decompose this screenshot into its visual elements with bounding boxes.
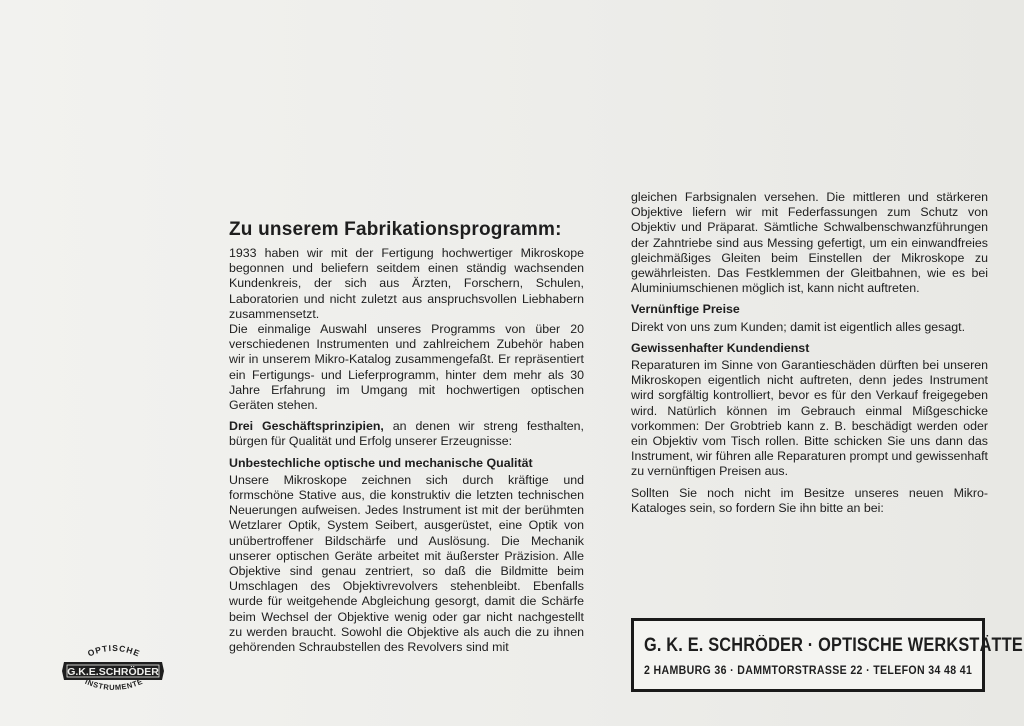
company-address-line: 2 HAMBURG 36 · DAMMTORSTRASSE 22 · TELEFON 34 48 41 — [644, 663, 973, 677]
intro-paragraph: 1933 haben wir mit der Fertigung hochwertiger Mikroskope begonnen und beliefern seitdem einen ständig wachsenden Kundenkreis, der sich aus Ärzten, Forschern, Schulen, Laboratorien und nicht zuletzt aus anspruchsvollen Liebhabern zusammensetzt. — [229, 246, 584, 321]
schroeder-logo — [58, 638, 168, 700]
logo-top-text: OPTISCHE — [86, 642, 142, 659]
principles-paragraph — [229, 419, 584, 449]
company-address-box — [631, 618, 1023, 692]
quality-heading: Unbestechliche optische und mechanische Qualität — [229, 455, 533, 470]
selection-paragraph: Die einmalige Auswahl unseres Programms von über 20 verschiedenen Instrumenten und zahlreichem Zubehör haben wir in unserem Mikro-Katalog zusammengefaßt. Er repräsentiert ein Fertigungs- und Lieferprogramm, hinter dem mehr als 30 Jahre Erfahrung im Umgang mit hochwertigen optischen Geräten stehen. — [229, 322, 584, 413]
prices-paragraph: Direkt von uns zum Kunden; damit ist eigentlich alles gesagt. — [631, 319, 966, 334]
service-heading: Gewissenhafter Kundendienst — [631, 340, 810, 355]
continuation-paragraph: gleichen Farbsignalen versehen. Die mittleren und stärkeren Objektive liefern wir mit Federfassungen zum Schutz von Objektiv und Präparat. Sämtliche Schwalbenschwanzführungen der Zahntriebe sind aus Messing gefertigt, um ein einwandfreies gleichmäßiges Gleiten beim Einstellen der Mikroskope zu gewährleisten. Das Festklemmen der Gleitbahnen, wie es bei Aluminiumschienen möglich ist, kann nicht auftreten. — [631, 190, 988, 296]
svg-text:OPTISCHE — [86, 643, 142, 659]
page-title: Zu unserem Fabrikationsprogramm: — [229, 219, 562, 240]
service-paragraph: Reparaturen im Sinne von Garantieschäden dürften bei unseren Mikroskopen eigentlich nicht auftreten, denn jedes Instrument wird sorgfältig kontrolliert, bevor es für den Verkauf freigegeben wird. Natürlich können im Gebrauch einmal Mißgeschicke vorkommen: Der Grobtrieb kann z. B. beschädigt werden oder ein Objektiv vom Tisch rollen. Bitte schicken Sie uns dann das Instrument, wir führen alle Reparaturen prompt und gewissenhaft zu vernünftigen Preisen aus. — [631, 358, 988, 479]
prices-heading: Vernünftige Preise — [631, 302, 740, 317]
principles-bold: Drei Geschäftsprinzipien, — [229, 419, 384, 434]
quality-paragraph: Unsere Mikroskope zeichnen sich durch kräftige und formschöne Stative aus, die konstruktiv die letzten technischen Neuerungen aufweisen. Jedes Instrument ist mit der berühmten Wetzlarer Optik, System Seibert, ausgerüstet, eine Optik von unübertroffener Bildschärfe und Auslösung. Die Mechanik unserer optischen Geräte arbeitet mit äußerster Präzision. Alle Objektive sind genau zentriert, so daß die Bildmitte beim Umschlagen des Objektivrevolvers stehenbleibt. Ebenfalls wurde für weitgehende Abgleichung gesorgt, damit die Schärfe beim Wechsel der Objektive wenig oder gar nicht nachgestellt zu werden braucht. Sowohl die Objektive als auch die zu ihnen gehörenden Schraubstellen des Revolvers sind mit — [229, 472, 584, 655]
left-column — [229, 218, 584, 655]
logo-center-text: G.K.E.SCHRÖDER — [67, 666, 159, 678]
catalog-paragraph: Sollten Sie noch nicht im Besitze unseres neuen Mikro-Kataloges sein, so fordern Sie ihn bitte an bei: — [631, 485, 988, 515]
company-name: G. K. E. SCHRÖDER · OPTISCHE WERKSTÄTTE — [644, 635, 1023, 656]
right-column — [631, 190, 988, 516]
logo-bottom-text: INSTRUMENTE — [83, 676, 145, 693]
principles-text: an denen wir streng festhalten, bürgen für Qualität und Erfolg unserer Erzeugnisse: — [229, 419, 585, 449]
